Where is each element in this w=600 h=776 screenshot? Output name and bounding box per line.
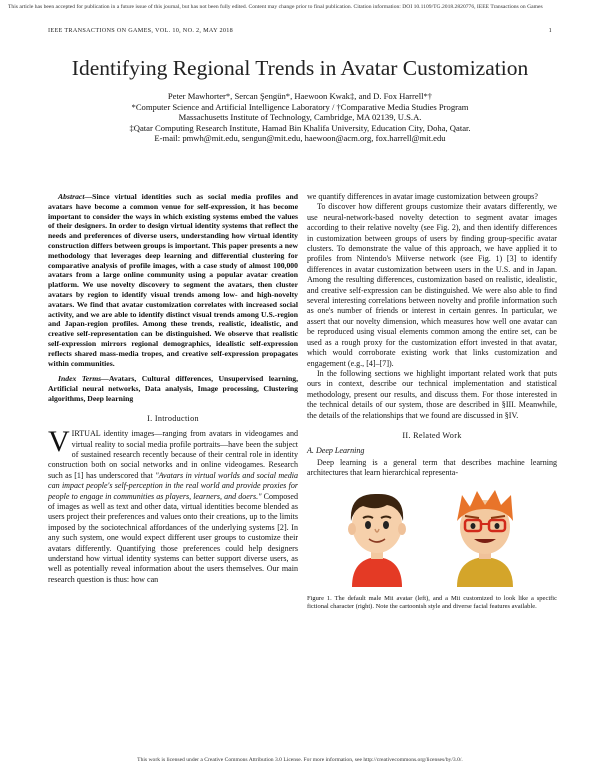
left-column — [48, 192, 298, 585]
paragraph-outline: In the following sections we highlight important related work that puts ours in context, describe our technical implementation and statistical methodology, present our results, and discuss them. For those interested in the technical details of our system, those are described in §III. Meanwhile, the details of the relationships that we found are discussed in §IV. — [307, 368, 557, 420]
author-block — [40, 91, 560, 144]
section-heading-introduction: I. Introduction — [147, 413, 199, 423]
affiliation-3: ‡Qatar Computing Research Institute, Hamad Bin Khalifa University, Education City, Doha, Qatar. — [129, 122, 471, 133]
abstract — [48, 192, 298, 368]
abstract-label: Abstract— — [58, 192, 93, 201]
publication-notice: This article has been accepted for publication in a future issue of this journal, but has not been fully edited. Content may change prior to final publication. Citation information: DOI 10.1109/TG.2018.2820776, IEEE Transactions on Games — [8, 4, 543, 10]
author-names: Peter Mawhorter*, Sercan Şengün*, Haewoon Kwak‡, and D. Fox Harrell*† — [167, 91, 433, 101]
author-emails: E-mail: pmwh@mit.edu, sengun@mit.edu, haewoon@acm.org, fox.harrell@mit.edu — [154, 133, 446, 144]
paper-title: Identifying Regional Trends in Avatar Customization — [71, 56, 529, 80]
figure-1 — [307, 487, 557, 611]
running-head — [48, 27, 552, 34]
mii-avatars-illustration — [307, 487, 557, 592]
index-terms-text: Avatars, Cultural differences, Unsupervised learning, Artificial neural networks, Data analysis, Image processing, Clustering algorithms, Deep learning — [48, 374, 298, 403]
drop-cap: V — [48, 425, 70, 459]
abstract-text: Since virtual identities such as social media profiles and avatars have become a common venue for self-expression, it has become important to consider the ways in which existing systems embed the values of their designers. In order to design virtual identity systems that reflect the needs and preferences of diverse users, understanding how virtual identity construction differs between groups is important. This paper presents a new methodology that leverages deep learning and differential clustering for comparative analysis of profile images, with a case study of almost 100,000 avatars from a large online community using a popular avatar creation platform. We use novelty discovery to segment the avatars, then cluster avatars by region to identify visual trends among low- and high-novelty avatars. We find that avatar customization correlates with increased social activity, and we are able to identify distinct visual trends among U.S.-region and Japan-region profiles. Among these trends, realistic, idealistic, and creative self-representation can be distinguished. We observe that realistic self-expression mirrors regional demographics, idealistic self-expression reflects shared mass-media tropes, and creative self-expression propagates within communities. — [48, 192, 298, 368]
intro-text-a: IRTUAL identity images—ranging from avatars in videogames and virtual reality to social media profile portraits—have been the subject of sustained research recently because of their central role in identity construction both on social networks and in online videogames. Research such as [1] has underscored that — [48, 429, 298, 480]
index-terms — [48, 374, 298, 403]
subsection-heading-deep-learning: A. Deep Learning — [307, 446, 365, 456]
right-column — [307, 192, 557, 611]
affiliation-1: *Computer Science and Artificial Intelligence Laboratory / †Comparative Media Studies Program — [131, 101, 469, 112]
paragraph-continued: we quantify differences in avatar image customization between groups? — [307, 192, 538, 201]
affiliation-2: Massachusetts Institute of Technology, Cambridge, MA 02139, U.S.A. — [178, 112, 422, 123]
paragraph-deep-learning: Deep learning is a general term that describes machine learning architectures that learn hierarchical representa- — [307, 457, 557, 478]
license-footer: This work is licensed under a Creative Commons Attribution 3.0 License. For more information, see http://creativecommons.org/licenses/by/3.0/. — [137, 757, 463, 763]
journal-name: IEEE TRANSACTIONS ON GAMES, VOL. 10, NO. 2, MAY 2018 — [48, 27, 234, 34]
intro-text-b: Composed of images as well as text and other data, virtual identities become blended as users project their preferences and values onto their creations, up to the limits imposed by the sociotechnical affordances of the underlying systems [2]. In any such system, one would expect different user groups to customize their avatars differently. Quantifying those preferences could help designers understand how virtual identity systems can better support diverse users, as well as potentially reveal information about the users themselves. Our main research question is thus: how can — [48, 491, 299, 584]
index-terms-label: Index Terms— — [58, 374, 109, 384]
paragraph-method: To discover how different groups customize their avatars differently, we use neural-network-based novelty detection to segment avatar images according to their relative novelty (see Fig. 2), and then identify differences in customization between groups of users by finding group-specific avatar clusters. To demonstrate the value of this approach, we have applied it to profiles from Nintendo's Miiverse network (see Fig. 1) [3] to identify differences in avatar customization between users in the U.S. and in Japan. Among the resulting differences, customization based on realistic, idealistic, and creative self-expression can be distinguished. We were also able to find several interesting correlations between novelty and profile information such as one's number of friends or interest in certain genres. In particular, we assert that our novelty dimension, which measures how well one avatar can be reproduced using visual elements common among the entire set, can be used as a rough proxy for the customization effort invested in that avatar, which would corroborate existing work that links customization and engagement (e.g., [4]–[7]). — [307, 202, 557, 368]
default-mii-avatar — [348, 494, 406, 587]
intro-quote: "Avatars in virtual worlds and social media can impact people's self-perception in the real world and provide proxies for people to engage in communities as players, learners, and doers." — [48, 470, 298, 501]
section-heading-related-work: II. Related Work — [402, 430, 462, 440]
page-number: 1 — [548, 27, 552, 34]
customized-mii-avatar — [457, 490, 513, 587]
introduction-paragraph — [48, 425, 299, 585]
figure-1-caption: Figure 1. The default male Mii avatar (left), and a Mii customized to look like a specific fictional character (right). Note the cartoonish style and diverse facial features available. — [307, 594, 557, 611]
